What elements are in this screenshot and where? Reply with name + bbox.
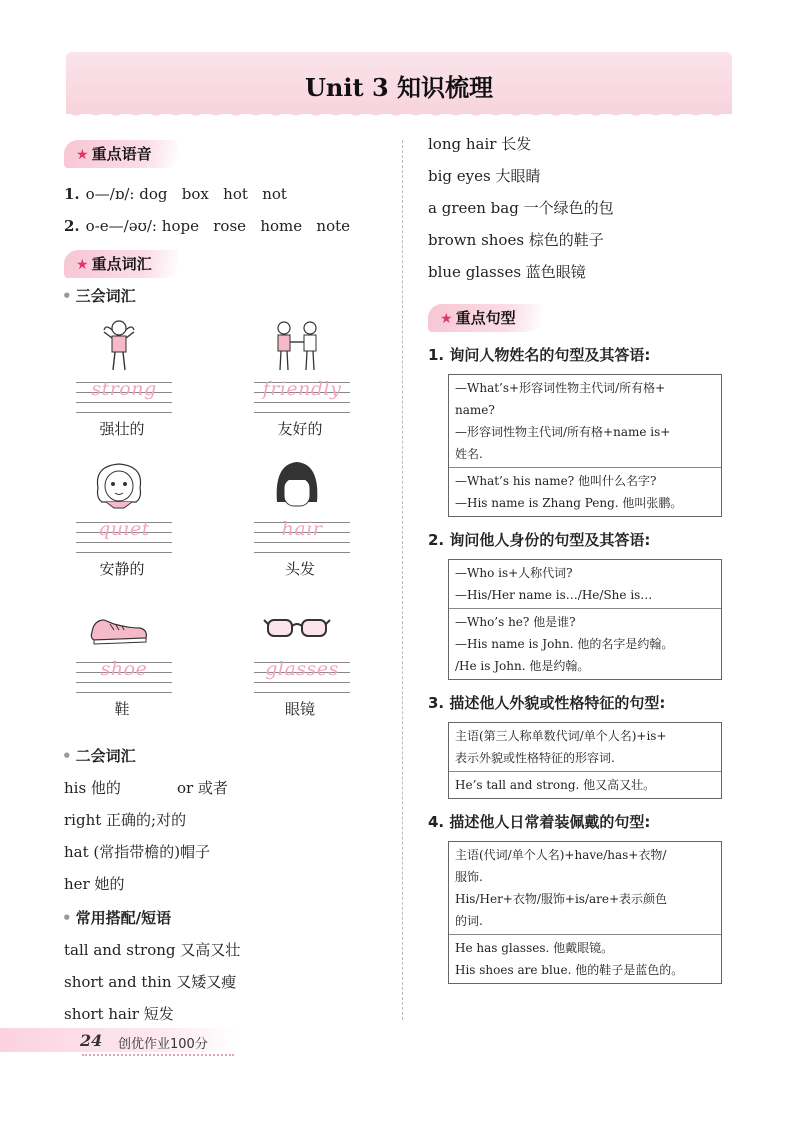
phonics-words: hope rose home note (161, 217, 351, 235)
friends-handshake-icon (262, 318, 332, 374)
vocab-grid (64, 312, 394, 752)
sentence-box (448, 722, 722, 799)
hair-icon (262, 458, 332, 514)
sentence-group-title: 2. 询问他人身份的句型及其答语: (428, 531, 651, 549)
section-tag-sentences (428, 304, 542, 332)
box-line: —His/Her name is…/He/She is… (455, 588, 653, 602)
box-line: 主语(代词/单个人名)+have/has+衣物/ (455, 848, 667, 862)
bullet-icon: • (62, 747, 72, 765)
vocab-word: strong (91, 378, 157, 400)
box-line: —What’s+形容词性物主代词/所有格+ (455, 381, 666, 395)
star-icon: ★ (76, 257, 89, 273)
phonics-item-1 (64, 178, 394, 210)
box-line: His shoes are blue. 他的鞋子是蓝色的。 (455, 963, 684, 977)
item-number: 2. (64, 217, 80, 235)
section-tag-phonics (64, 140, 178, 168)
sentence-group-title: 3. 描述他人外貌或性格特征的句型: (428, 694, 666, 712)
vocab-word: friendly (262, 378, 342, 400)
box-line: —形容词性物主代词/所有格+name is+ (455, 425, 671, 439)
phrase-item: brown shoes 棕色的鞋子 (428, 231, 604, 249)
glasses-icon (262, 598, 332, 654)
vocab-meaning: 安静的 (99, 560, 145, 578)
vocab-meaning: 强壮的 (99, 420, 145, 438)
page-title: Unit 3 知识梳理 (305, 73, 493, 102)
phrase-item: big eyes 大眼睛 (428, 167, 541, 185)
phrase-item: short and thin 又矮又瘦 (64, 973, 237, 991)
sanhui-label: 三会词汇 (75, 287, 136, 305)
phrase-item: a green bag 一个绿色的包 (428, 199, 614, 217)
vocab-card-strong (64, 318, 204, 458)
strong-boy-icon (84, 318, 154, 374)
bullet-icon: • (62, 287, 72, 305)
sentence-box (448, 559, 722, 680)
phrase-item: long hair 长发 (428, 135, 532, 153)
box-line: —Who’s he? 他是谁? (455, 615, 576, 629)
star-icon: ★ (76, 147, 89, 163)
phrase-heading (62, 904, 394, 932)
box-line: 服饰. (455, 870, 483, 884)
sentence-box (448, 374, 722, 517)
erhui-row (64, 772, 394, 804)
item-number: 1. (64, 185, 80, 203)
example-part (449, 467, 721, 516)
star-icon: ★ (440, 311, 453, 327)
phonics-pattern: o-e—/əʊ/: (85, 217, 157, 235)
box-line: —What’s his name? 他叫什么名字? (455, 474, 657, 488)
section-tag-label: 重点句型 (455, 309, 516, 327)
vocab-word: hair (281, 518, 323, 540)
erhui-label: 二会词汇 (75, 747, 136, 765)
column-divider (402, 140, 404, 1020)
pattern-part (449, 375, 721, 467)
vocab-meaning: 眼镜 (284, 700, 315, 718)
shoe-icon (84, 598, 154, 654)
example-part (449, 608, 721, 679)
section-tag-label: 重点词汇 (91, 255, 152, 273)
left-column (64, 140, 394, 1030)
box-line: —His name is Zhang Peng. 他叫张鹏。 (455, 496, 683, 510)
erhui-item: hat (常指带檐的)帽子 (64, 843, 211, 861)
sentence-group-title: 1. 询问人物姓名的句型及其答语: (428, 346, 651, 364)
bullet-icon: • (62, 909, 72, 927)
vocab-card-friendly (242, 318, 382, 458)
vocab-meaning: 鞋 (114, 700, 130, 718)
sentence-group-title: 4. 描述他人日常着装佩戴的句型: (428, 813, 651, 831)
vocab-card-glasses (242, 598, 382, 738)
vocab-word: glasses (265, 658, 339, 680)
phrase-item: short hair 短发 (64, 1005, 174, 1023)
footer-dots (82, 1054, 234, 1060)
box-line: /He is John. 他是约翰。 (455, 659, 590, 673)
pattern-part (449, 842, 721, 934)
box-line: He has glasses. 他戴眼镜。 (455, 941, 614, 955)
vocab-card-hair (242, 458, 382, 598)
sanhui-heading (62, 282, 394, 310)
vocab-word: shoe (100, 658, 148, 680)
phonics-pattern: o—/ɒ/: (85, 185, 135, 203)
box-line: 姓名. (455, 447, 483, 461)
quiet-girl-icon (84, 458, 154, 514)
box-line: name? (455, 403, 495, 417)
erhui-item: his 他的 (64, 779, 121, 797)
pattern-part (449, 560, 721, 608)
box-line: 表示外貌或性格特征的形容词. (455, 751, 615, 765)
phonics-words: dog box hot not (139, 185, 287, 203)
erhui-item: or 或者 (176, 779, 228, 797)
example-part (449, 934, 721, 983)
erhui-item: right 正确的;对的 (64, 811, 187, 829)
box-line: His/Her+衣物/服饰+is/are+表示颜色 (455, 892, 668, 906)
vocab-meaning: 友好的 (277, 420, 323, 438)
section-tag-vocab (64, 250, 178, 278)
example-part (449, 771, 721, 798)
vocab-card-shoe (64, 598, 204, 738)
erhui-item: her 她的 (64, 875, 125, 893)
box-line: —His name is John. 他的名字是约翰。 (455, 637, 674, 651)
vocab-word: quiet (98, 518, 150, 540)
pattern-part (449, 723, 721, 771)
right-column (428, 128, 738, 984)
box-line: He’s tall and strong. 他又高又壮。 (455, 778, 656, 792)
box-line: —Who is+人称代词? (455, 566, 573, 580)
page-number: 24 (80, 1031, 103, 1050)
section-tag-label: 重点语音 (91, 145, 152, 163)
title-banner (66, 52, 732, 114)
book-title: 创优作业100分 (118, 1037, 208, 1052)
phrase-item: tall and strong 又高又壮 (64, 941, 241, 959)
vocab-meaning: 头发 (284, 560, 315, 578)
phrase-label: 常用搭配/短语 (75, 909, 172, 927)
vocab-card-quiet (64, 458, 204, 598)
phrase-item: blue glasses 蓝色眼镜 (428, 263, 586, 281)
sentence-box (448, 841, 722, 984)
box-line: 的词. (455, 914, 483, 928)
phonics-item-2 (64, 210, 394, 242)
box-line: 主语(第三人称单数代词/单个人名)+is+ (455, 729, 667, 743)
